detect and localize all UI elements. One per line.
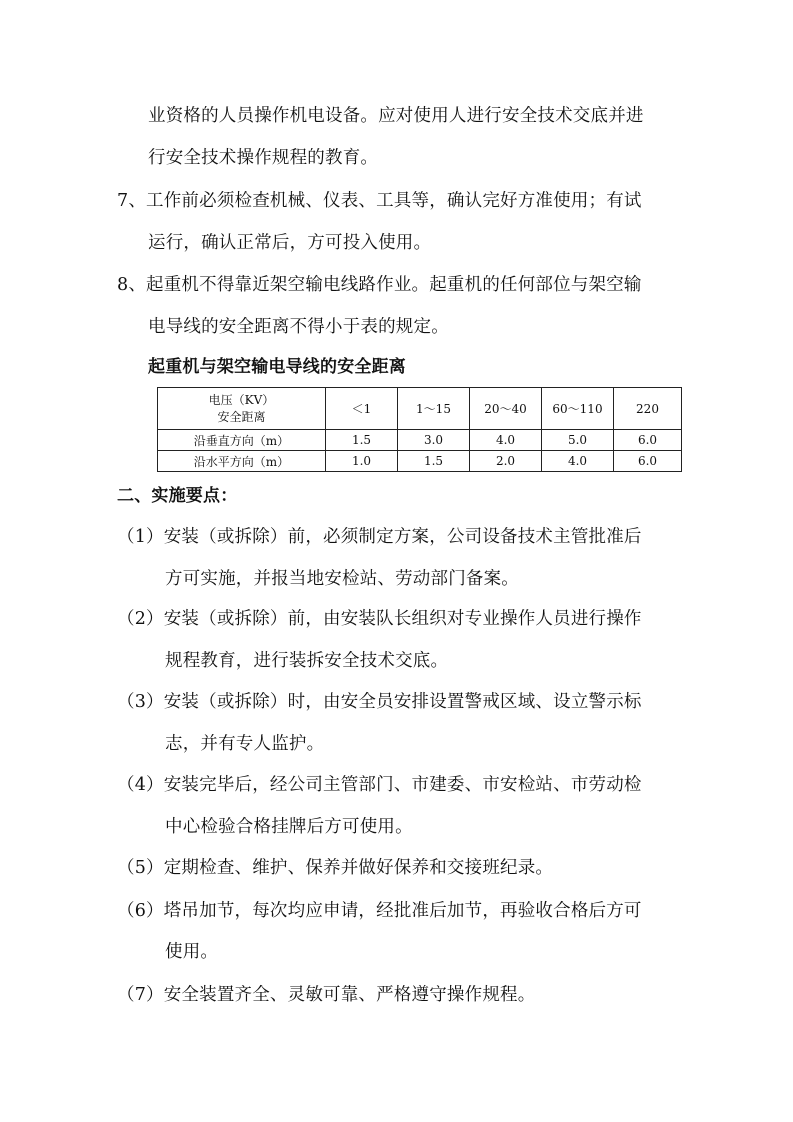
safety-distance-table: [157, 387, 682, 472]
section-heading: 二、实施要点：: [117, 486, 238, 506]
voltage-label: 电压（KV）: [208, 392, 275, 407]
paragraph-line: 行安全技术操作规程的教育。: [148, 148, 379, 168]
list-item-line: 规程教育，进行装拆安全技术交底。: [165, 651, 449, 671]
row-label: 沿水平方向（m）: [158, 451, 326, 472]
row-label: 沿垂直方向（m）: [158, 430, 326, 451]
list-item-line: （2）安装（或拆除）前，由安装队长组织对专业操作人员进行操作: [117, 609, 642, 629]
table-cell: 2.0: [470, 451, 542, 472]
list-item-line: 中心检验合格挂牌后方可使用。: [165, 817, 413, 837]
voltage-column-header: 20～40: [470, 388, 542, 430]
list-item-line: （4）安装完毕后，经公司主管部门、市建委、市安检站、市劳动检: [117, 775, 642, 795]
paragraph-line: 8、起重机不得靠近架空输电线路作业。起重机的任何部位与架空输: [117, 275, 642, 295]
list-item-line: （5）定期检查、维护、保养并做好保养和交接班纪录。: [117, 858, 554, 878]
list-item-line: 使用。: [165, 942, 219, 962]
paragraph-line: 电导线的安全距离不得小于表的规定。: [148, 317, 449, 337]
list-item-line: （3）安装（或拆除）时，由安全员安排设置警戒区域、设立警示标: [117, 692, 642, 712]
voltage-column-header: 220: [614, 388, 682, 430]
voltage-column-header: 60～110: [542, 388, 614, 430]
paragraph-line: 业资格的人员操作机电设备。应对使用人进行安全技术交底并进: [148, 106, 644, 126]
table-caption: 起重机与架空输电导线的安全距离: [148, 357, 406, 377]
list-item-line: （7）安全装置齐全、灵敏可靠、严格遵守操作规程。: [117, 985, 536, 1005]
paragraph-line: 7、工作前必须检查机械、仪表、工具等，确认完好方准使用；有试: [117, 191, 642, 211]
paragraph-line: 运行，确认正常后，方可投入使用。: [148, 233, 432, 253]
table-row: [158, 430, 682, 451]
table-cell: 1.5: [326, 430, 398, 451]
table-cell: 6.0: [614, 430, 682, 451]
voltage-column-header: 1～15: [398, 388, 470, 430]
corner-header-cell: [158, 388, 326, 430]
voltage-column-header: ＜1: [326, 388, 398, 430]
table-cell: 4.0: [542, 451, 614, 472]
list-item-line: 方可实施，并报当地安检站、劳动部门备案。: [165, 569, 519, 589]
table-cell: 4.0: [470, 430, 542, 451]
list-item-line: （6）塔吊加节，每次均应申请，经批准后加节，再验收合格后方可: [117, 901, 642, 921]
table-cell: 3.0: [398, 430, 470, 451]
table-header-row: [158, 388, 682, 430]
table-cell: 5.0: [542, 430, 614, 451]
table-cell: 1.5: [398, 451, 470, 472]
table-row: [158, 451, 682, 472]
table-cell: 6.0: [614, 451, 682, 472]
list-item-line: 志，并有专人监护。: [165, 734, 325, 754]
table-cell: 1.0: [326, 451, 398, 472]
list-item-line: （1）安装（或拆除）前，必须制定方案，公司设备技术主管批准后: [117, 527, 642, 547]
distance-label: 安全距离: [217, 409, 266, 424]
